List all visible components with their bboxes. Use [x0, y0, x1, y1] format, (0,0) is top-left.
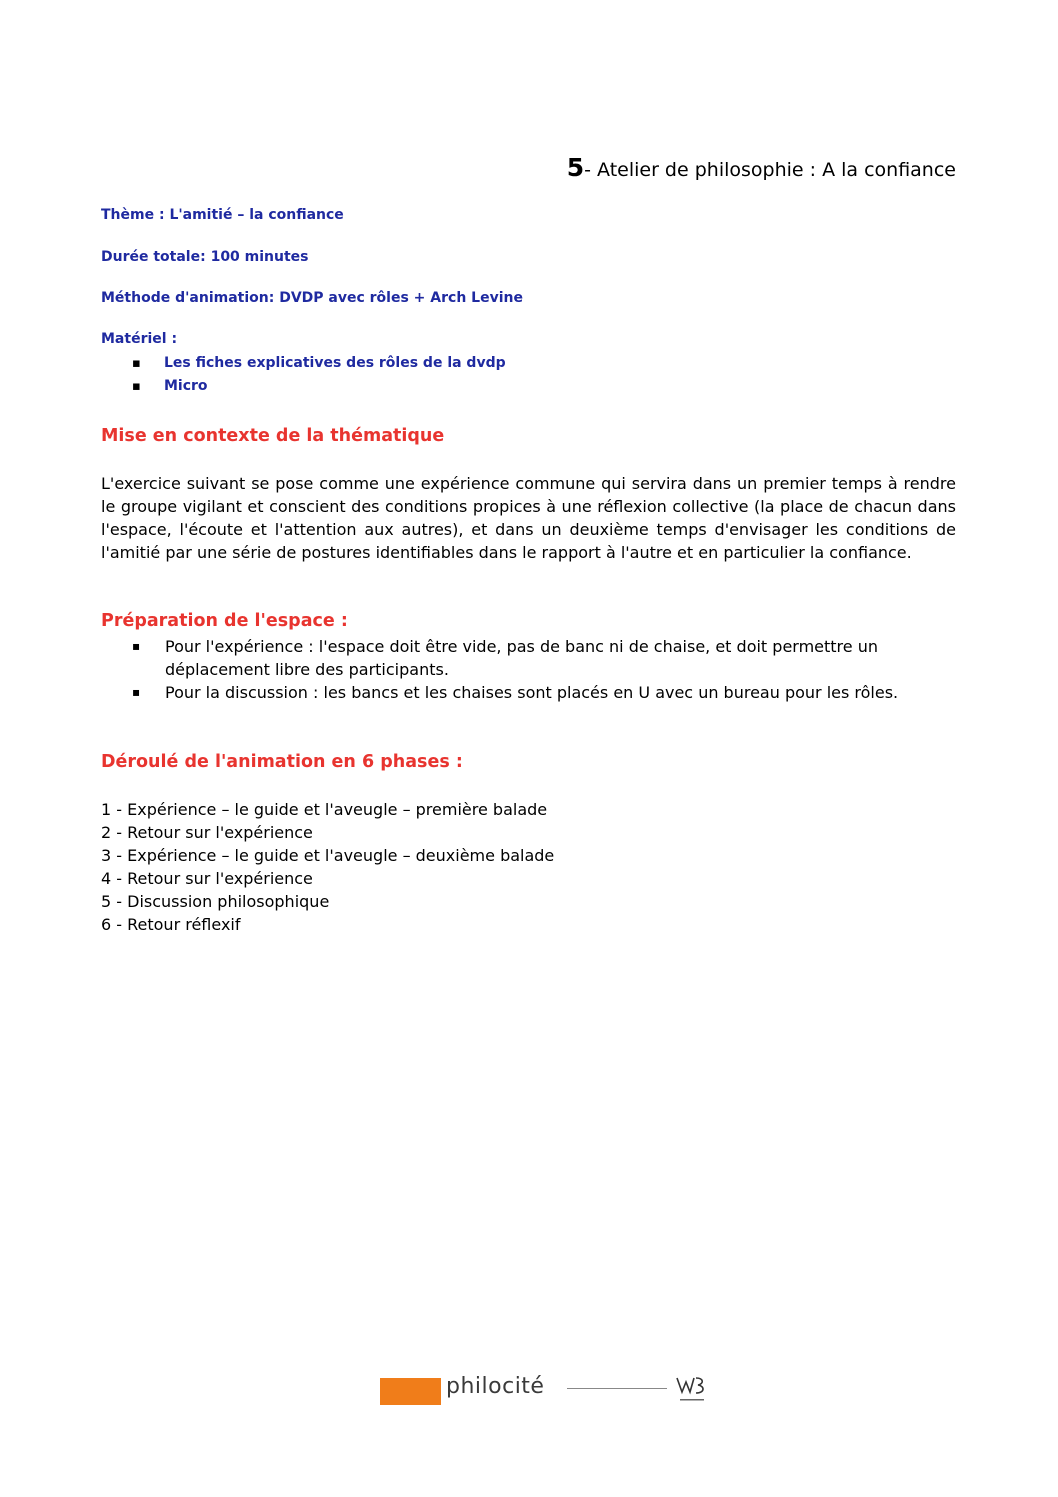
list-item: 3 - Expérience – le guide et l'aveugle – deuxième balade: [101, 846, 555, 865]
list-item: 2 - Retour sur l'expérience: [101, 823, 313, 842]
materiel-list: [101, 352, 506, 398]
list-item: ▪ Pour la discussion : les bancs et les chaises sont placés en U avec un bureau pour les rôles.: [132, 683, 899, 702]
square-bullet-icon: ▪: [132, 639, 141, 653]
heading-phases: Déroulé de l'animation en 6 phases :: [101, 752, 463, 772]
space-list: [101, 635, 956, 704]
list-item: 1 - Expérience – le guide et l'aveugle – première balade: [101, 800, 548, 819]
phases-list: [101, 798, 554, 936]
heading-context: Mise en contexte de la thématique: [101, 426, 445, 446]
square-bullet-icon: ▪: [132, 685, 141, 699]
list-item: 5 - Discussion philosophique: [101, 892, 330, 911]
list-item: 6 - Retour réflexif: [101, 915, 241, 934]
meta-materiel-label: Matériel :: [101, 331, 178, 347]
footer-logos: [380, 1370, 720, 1410]
philocite-logo: philocité: [446, 1374, 545, 1399]
tiny-text-mark: [567, 1387, 667, 1390]
orange-bar-logo: [380, 1378, 441, 1405]
list-item: 4 - Retour sur l'expérience: [101, 869, 313, 888]
meta-method: Méthode d'animation: DVDP avec rôles + Arch Levine: [101, 290, 523, 306]
context-paragraph: L'exercice suivant se pose comme une expérience commune qui servira dans un premier temps à rendre le groupe vigilant et conscient des conditions propices à une réflexion collective (la place de chacun dans l'espace, l'écoute et l'attention aux autres), et dans un deuxième temps d'envisager les conditions de l'amitié par une série de postures identifiables dans le rapport à l'autre et en particulier la confiance.: [101, 474, 956, 562]
list-item: ▪ Pour l'expérience : l'espace doit être vide, pas de banc ni de chaise, et doit permettre un déplacement libre des participants.: [132, 637, 878, 679]
heading-space: Préparation de l'espace :: [101, 611, 348, 631]
federation-logo-icon: [674, 1372, 710, 1406]
page-title: [420, 153, 956, 182]
list-item: ▪ Micro: [101, 375, 506, 398]
title-number: 5: [566, 153, 585, 182]
list-item: ▪ Les fiches explicatives des rôles de la dvdp: [101, 352, 506, 375]
square-bullet-icon: ▪: [132, 356, 141, 371]
square-bullet-icon: ▪: [132, 379, 141, 394]
meta-theme: Thème : L'amitié – la confiance: [101, 207, 344, 223]
meta-duration: Durée totale: 100 minutes: [101, 249, 309, 265]
title-text: - Atelier de philosophie : A la confiance: [584, 159, 956, 181]
